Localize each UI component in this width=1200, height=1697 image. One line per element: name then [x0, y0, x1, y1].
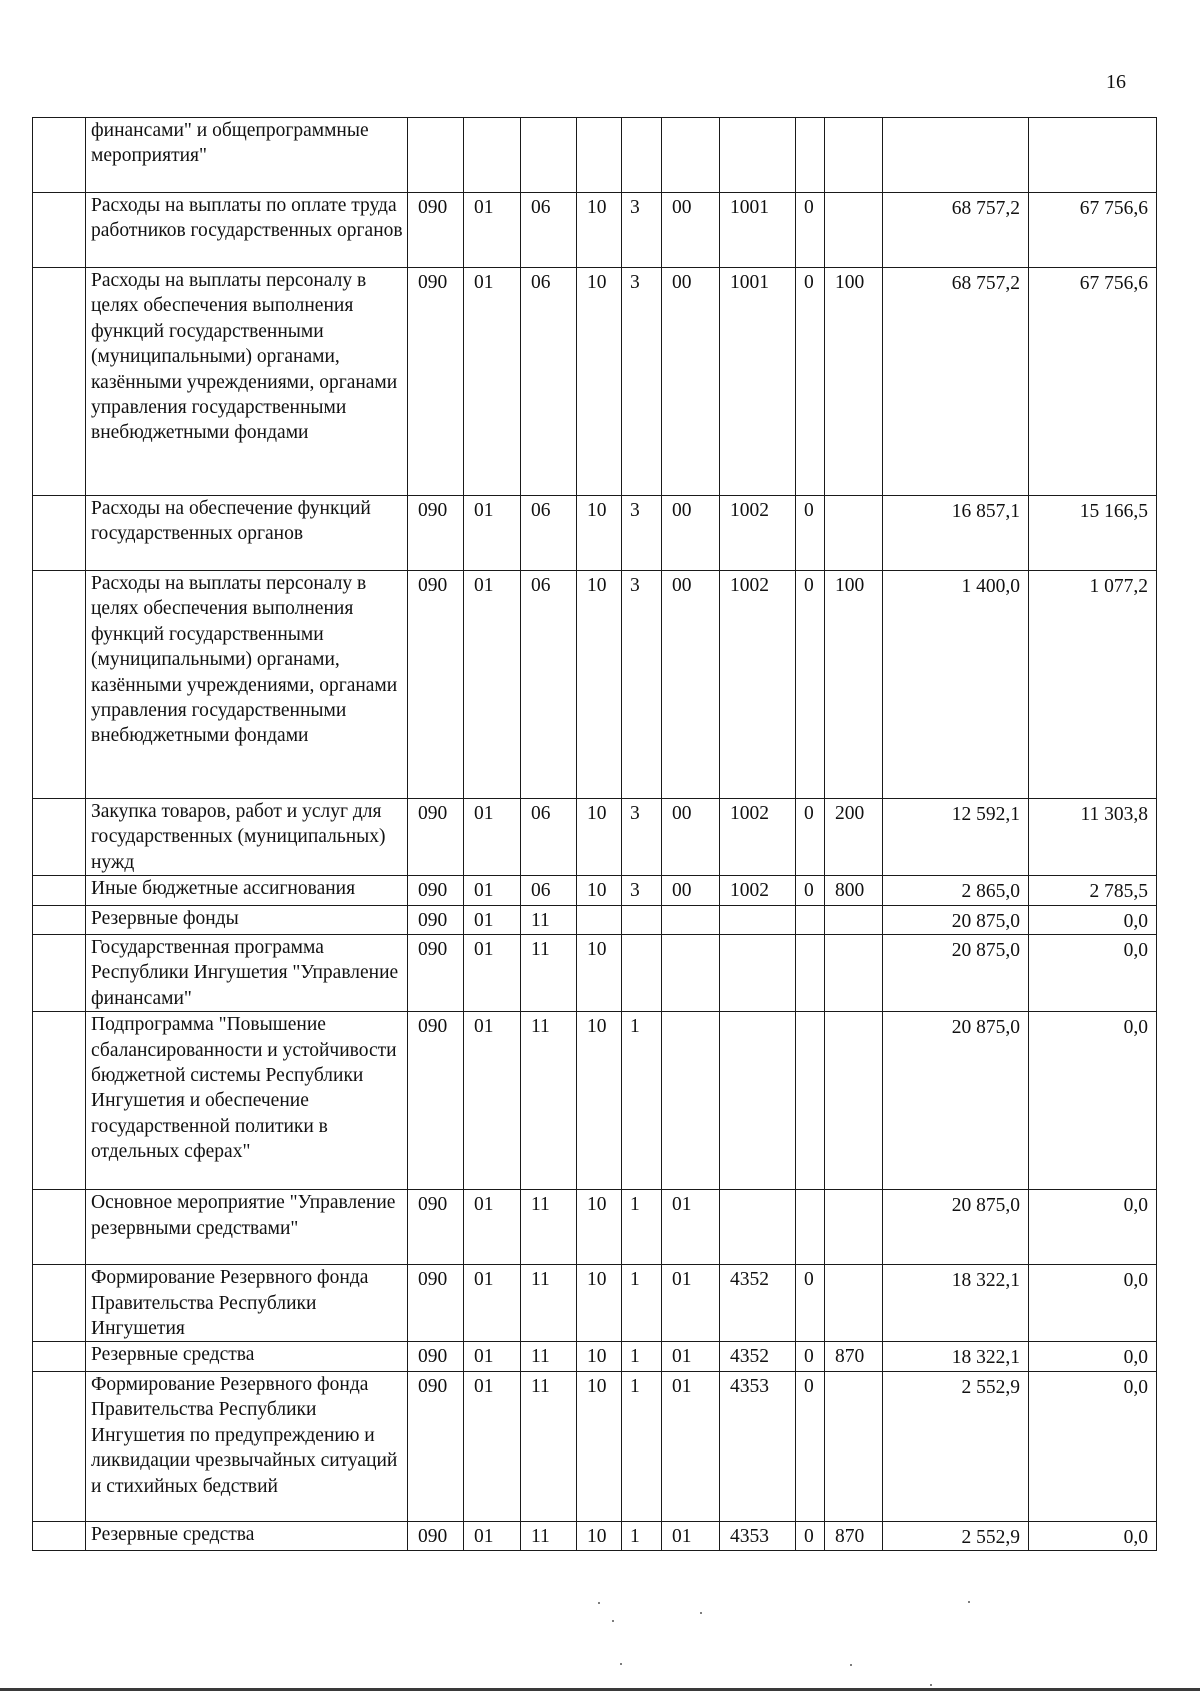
subsection-code-cell: 06 [521, 876, 577, 905]
program-code-cell: 10 [577, 799, 622, 876]
direction-suffix-cell: 0 [796, 1371, 825, 1521]
table-row [33, 496, 1157, 571]
admin-code-cell: 090 [408, 1521, 464, 1550]
direction-code-cell: 1001 [720, 268, 796, 496]
row-number-cell [33, 1012, 86, 1190]
planned-amount-cell: 18 322,1 [883, 1265, 1029, 1342]
main-activity-code-cell [662, 935, 720, 1012]
admin-code-cell: 090 [408, 571, 464, 799]
direction-code-cell: 4353 [720, 1371, 796, 1521]
scan-speck [620, 1663, 622, 1665]
executed-amount-cell: 0,0 [1029, 1012, 1157, 1190]
admin-code-cell: 090 [408, 1190, 464, 1265]
program-code-cell: 10 [577, 496, 622, 571]
subprogram-code-cell: 1 [622, 1521, 662, 1550]
subprogram-code-cell: 3 [622, 496, 662, 571]
planned-amount-cell: 18 322,1 [883, 1342, 1029, 1371]
program-code-cell: 10 [577, 193, 622, 268]
expense-type-cell [825, 1190, 883, 1265]
expense-type-cell [825, 1265, 883, 1342]
expense-name-cell: Расходы на выплаты персоналу в целях обеспечения выполнения функций государственными (муниципальными) органами, казёнными учреждениями, органами управления государственными внебюджетными фондами [86, 571, 408, 799]
expense-type-cell: 100 [825, 268, 883, 496]
program-code-cell: 10 [577, 1521, 622, 1550]
executed-amount-cell: 67 756,6 [1029, 193, 1157, 268]
subprogram-code-cell [622, 118, 662, 193]
main-activity-code-cell: 01 [662, 1521, 720, 1550]
subsection-code-cell: 11 [521, 1371, 577, 1521]
direction-code-cell: 4352 [720, 1265, 796, 1342]
table-row [33, 571, 1157, 799]
direction-suffix-cell [796, 1012, 825, 1190]
section-code-cell: 01 [464, 1012, 521, 1190]
executed-amount-cell: 0,0 [1029, 935, 1157, 1012]
subsection-code-cell: 06 [521, 571, 577, 799]
executed-amount-cell: 1 077,2 [1029, 571, 1157, 799]
section-code-cell: 01 [464, 1190, 521, 1265]
row-number-cell [33, 496, 86, 571]
subsection-code-cell: 11 [521, 1265, 577, 1342]
expense-type-cell: 870 [825, 1521, 883, 1550]
direction-suffix-cell: 0 [796, 876, 825, 905]
expense-name-cell: Формирование Резервного фонда Правительства Республики Ингушетия по предупреждению и ликвидации чрезвычайных ситуаций и стихийных бедствий [86, 1371, 408, 1521]
row-number-cell [33, 935, 86, 1012]
program-code-cell: 10 [577, 571, 622, 799]
direction-code-cell: 1002 [720, 799, 796, 876]
direction-code-cell: 4352 [720, 1342, 796, 1371]
planned-amount-cell: 16 857,1 [883, 496, 1029, 571]
admin-code-cell: 090 [408, 1265, 464, 1342]
direction-code-cell: 1001 [720, 193, 796, 268]
row-number-cell [33, 1190, 86, 1265]
expense-type-cell [825, 118, 883, 193]
planned-amount-cell: 20 875,0 [883, 1012, 1029, 1190]
row-number-cell [33, 571, 86, 799]
scan-speck [850, 1664, 852, 1666]
admin-code-cell: 090 [408, 799, 464, 876]
executed-amount-cell: 15 166,5 [1029, 496, 1157, 571]
direction-suffix-cell: 0 [796, 571, 825, 799]
admin-code-cell [408, 118, 464, 193]
planned-amount-cell: 68 757,2 [883, 193, 1029, 268]
program-code-cell: 10 [577, 268, 622, 496]
program-code-cell: 10 [577, 1342, 622, 1371]
row-number-cell [33, 1521, 86, 1550]
executed-amount-cell: 0,0 [1029, 1190, 1157, 1265]
subsection-code-cell: 06 [521, 193, 577, 268]
table-row [33, 193, 1157, 268]
main-activity-code-cell: 00 [662, 496, 720, 571]
planned-amount-cell: 2 552,9 [883, 1521, 1029, 1550]
section-code-cell: 01 [464, 268, 521, 496]
section-code-cell: 01 [464, 876, 521, 905]
subsection-code-cell [521, 118, 577, 193]
section-code-cell: 01 [464, 1265, 521, 1342]
expense-name-cell: Формирование Резервного фонда Правительства Республики Ингушетия [86, 1265, 408, 1342]
planned-amount-cell [883, 118, 1029, 193]
direction-suffix-cell: 0 [796, 1521, 825, 1550]
expense-name-cell: Основное мероприятие "Управление резервными средствами" [86, 1190, 408, 1265]
direction-code-cell [720, 1190, 796, 1265]
expense-name-cell: Иные бюджетные ассигнования [86, 876, 408, 905]
subprogram-code-cell: 3 [622, 876, 662, 905]
planned-amount-cell: 20 875,0 [883, 935, 1029, 1012]
executed-amount-cell: 67 756,6 [1029, 268, 1157, 496]
main-activity-code-cell: 00 [662, 193, 720, 268]
expense-name-cell: Резервные средства [86, 1521, 408, 1550]
expense-name-cell: финансами" и общепрограммные мероприятия" [86, 118, 408, 193]
direction-suffix-cell: 0 [796, 799, 825, 876]
admin-code-cell: 090 [408, 268, 464, 496]
section-code-cell: 01 [464, 571, 521, 799]
table-row [33, 1265, 1157, 1342]
table-row [33, 905, 1157, 934]
main-activity-code-cell: 00 [662, 799, 720, 876]
executed-amount-cell: 0,0 [1029, 1265, 1157, 1342]
direction-code-cell: 1002 [720, 571, 796, 799]
direction-code-cell [720, 935, 796, 1012]
main-activity-code-cell [662, 118, 720, 193]
subsection-code-cell: 11 [521, 935, 577, 1012]
section-code-cell: 01 [464, 905, 521, 934]
program-code-cell: 10 [577, 1012, 622, 1190]
admin-code-cell: 090 [408, 1012, 464, 1190]
scan-speck [968, 1601, 970, 1603]
table-row [33, 1342, 1157, 1371]
subsection-code-cell: 11 [521, 1012, 577, 1190]
page-number: 16 [1106, 71, 1126, 93]
expense-type-cell [825, 1371, 883, 1521]
table-row [33, 799, 1157, 876]
planned-amount-cell: 2 865,0 [883, 876, 1029, 905]
expense-name-cell: Резервные фонды [86, 905, 408, 934]
direction-suffix-cell [796, 905, 825, 934]
admin-code-cell: 090 [408, 876, 464, 905]
direction-suffix-cell: 0 [796, 268, 825, 496]
expense-name-cell: Подпрограмма "Повышение сбалансированности и устойчивости бюджетной системы Республики Ингушетия и обеспечение государственной политики в отдельных сферах" [86, 1012, 408, 1190]
program-code-cell: 10 [577, 876, 622, 905]
direction-code-cell [720, 905, 796, 934]
admin-code-cell: 090 [408, 193, 464, 268]
expense-type-cell [825, 1012, 883, 1190]
subsection-code-cell: 06 [521, 799, 577, 876]
scan-speck [700, 1612, 702, 1614]
scan-speck [930, 1684, 932, 1686]
direction-suffix-cell [796, 1190, 825, 1265]
subprogram-code-cell [622, 905, 662, 934]
admin-code-cell: 090 [408, 935, 464, 1012]
executed-amount-cell: 11 303,8 [1029, 799, 1157, 876]
main-activity-code-cell: 00 [662, 876, 720, 905]
table-row [33, 1371, 1157, 1521]
row-number-cell [33, 1371, 86, 1521]
program-code-cell [577, 118, 622, 193]
program-code-cell: 10 [577, 935, 622, 1012]
direction-code-cell: 4353 [720, 1521, 796, 1550]
table-row [33, 118, 1157, 193]
table-row [33, 1190, 1157, 1265]
expense-name-cell: Резервные средства [86, 1342, 408, 1371]
expense-type-cell [825, 193, 883, 268]
subprogram-code-cell: 1 [622, 1371, 662, 1521]
planned-amount-cell: 20 875,0 [883, 1190, 1029, 1265]
planned-amount-cell: 12 592,1 [883, 799, 1029, 876]
planned-amount-cell: 1 400,0 [883, 571, 1029, 799]
subprogram-code-cell: 3 [622, 193, 662, 268]
row-number-cell [33, 905, 86, 934]
table-row [33, 1521, 1157, 1550]
row-number-cell [33, 118, 86, 193]
program-code-cell [577, 905, 622, 934]
budget-table [32, 117, 1157, 1551]
expense-type-cell [825, 905, 883, 934]
section-code-cell: 01 [464, 193, 521, 268]
planned-amount-cell: 2 552,9 [883, 1371, 1029, 1521]
executed-amount-cell: 0,0 [1029, 1521, 1157, 1550]
direction-code-cell [720, 1012, 796, 1190]
expense-type-cell: 100 [825, 571, 883, 799]
expense-name-cell: Расходы на обеспечение функций государственных органов [86, 496, 408, 571]
expense-type-cell: 200 [825, 799, 883, 876]
row-number-cell [33, 1265, 86, 1342]
expense-type-cell: 800 [825, 876, 883, 905]
subprogram-code-cell: 1 [622, 1265, 662, 1342]
section-code-cell: 01 [464, 1371, 521, 1521]
direction-code-cell: 1002 [720, 876, 796, 905]
admin-code-cell: 090 [408, 496, 464, 571]
section-code-cell: 01 [464, 1342, 521, 1371]
direction-suffix-cell: 0 [796, 1265, 825, 1342]
table-row [33, 268, 1157, 496]
admin-code-cell: 090 [408, 1342, 464, 1371]
expense-type-cell [825, 935, 883, 1012]
main-activity-code-cell: 01 [662, 1342, 720, 1371]
direction-suffix-cell: 0 [796, 193, 825, 268]
direction-suffix-cell: 0 [796, 496, 825, 571]
subsection-code-cell: 11 [521, 1190, 577, 1265]
program-code-cell: 10 [577, 1371, 622, 1521]
main-activity-code-cell: 01 [662, 1371, 720, 1521]
direction-suffix-cell [796, 118, 825, 193]
row-number-cell [33, 876, 86, 905]
section-code-cell: 01 [464, 1521, 521, 1550]
expense-type-cell: 870 [825, 1342, 883, 1371]
program-code-cell: 10 [577, 1265, 622, 1342]
section-code-cell: 01 [464, 799, 521, 876]
subprogram-code-cell: 3 [622, 799, 662, 876]
section-code-cell: 01 [464, 496, 521, 571]
expense-name-cell: Расходы на выплаты по оплате труда работников государственных органов [86, 193, 408, 268]
scan-speck [598, 1602, 600, 1604]
planned-amount-cell: 68 757,2 [883, 268, 1029, 496]
executed-amount-cell [1029, 118, 1157, 193]
main-activity-code-cell: 00 [662, 571, 720, 799]
main-activity-code-cell: 00 [662, 268, 720, 496]
admin-code-cell: 090 [408, 1371, 464, 1521]
main-activity-code-cell: 01 [662, 1190, 720, 1265]
expense-name-cell: Государственная программа Республики Ингушетия "Управление финансами" [86, 935, 408, 1012]
main-activity-code-cell [662, 1012, 720, 1190]
section-code-cell [464, 118, 521, 193]
executed-amount-cell: 2 785,5 [1029, 876, 1157, 905]
main-activity-code-cell: 01 [662, 1265, 720, 1342]
subprogram-code-cell: 3 [622, 268, 662, 496]
scan-edge-line [0, 1688, 1200, 1691]
direction-code-cell: 1002 [720, 496, 796, 571]
row-number-cell [33, 268, 86, 496]
table-row [33, 1012, 1157, 1190]
admin-code-cell: 090 [408, 905, 464, 934]
program-code-cell: 10 [577, 1190, 622, 1265]
subprogram-code-cell [622, 935, 662, 1012]
subsection-code-cell: 06 [521, 268, 577, 496]
subprogram-code-cell: 3 [622, 571, 662, 799]
planned-amount-cell: 20 875,0 [883, 905, 1029, 934]
executed-amount-cell: 0,0 [1029, 1342, 1157, 1371]
subsection-code-cell: 06 [521, 496, 577, 571]
expense-name-cell: Расходы на выплаты персоналу в целях обеспечения выполнения функций государственными (муниципальными) органами, казёнными учреждениями, органами управления государственными внебюджетными фондами [86, 268, 408, 496]
table-row [33, 876, 1157, 905]
executed-amount-cell: 0,0 [1029, 905, 1157, 934]
section-code-cell: 01 [464, 935, 521, 1012]
subprogram-code-cell: 1 [622, 1342, 662, 1371]
direction-suffix-cell: 0 [796, 1342, 825, 1371]
subprogram-code-cell: 1 [622, 1190, 662, 1265]
expense-type-cell [825, 496, 883, 571]
subsection-code-cell: 11 [521, 905, 577, 934]
row-number-cell [33, 193, 86, 268]
table-row [33, 935, 1157, 1012]
row-number-cell [33, 1342, 86, 1371]
subsection-code-cell: 11 [521, 1342, 577, 1371]
subsection-code-cell: 11 [521, 1521, 577, 1550]
expense-name-cell: Закупка товаров, работ и услуг для государственных (муниципальных) нужд [86, 799, 408, 876]
subprogram-code-cell: 1 [622, 1012, 662, 1190]
direction-suffix-cell [796, 935, 825, 1012]
main-activity-code-cell [662, 905, 720, 934]
executed-amount-cell: 0,0 [1029, 1371, 1157, 1521]
row-number-cell [33, 799, 86, 876]
direction-code-cell [720, 118, 796, 193]
scan-speck [612, 1620, 614, 1622]
